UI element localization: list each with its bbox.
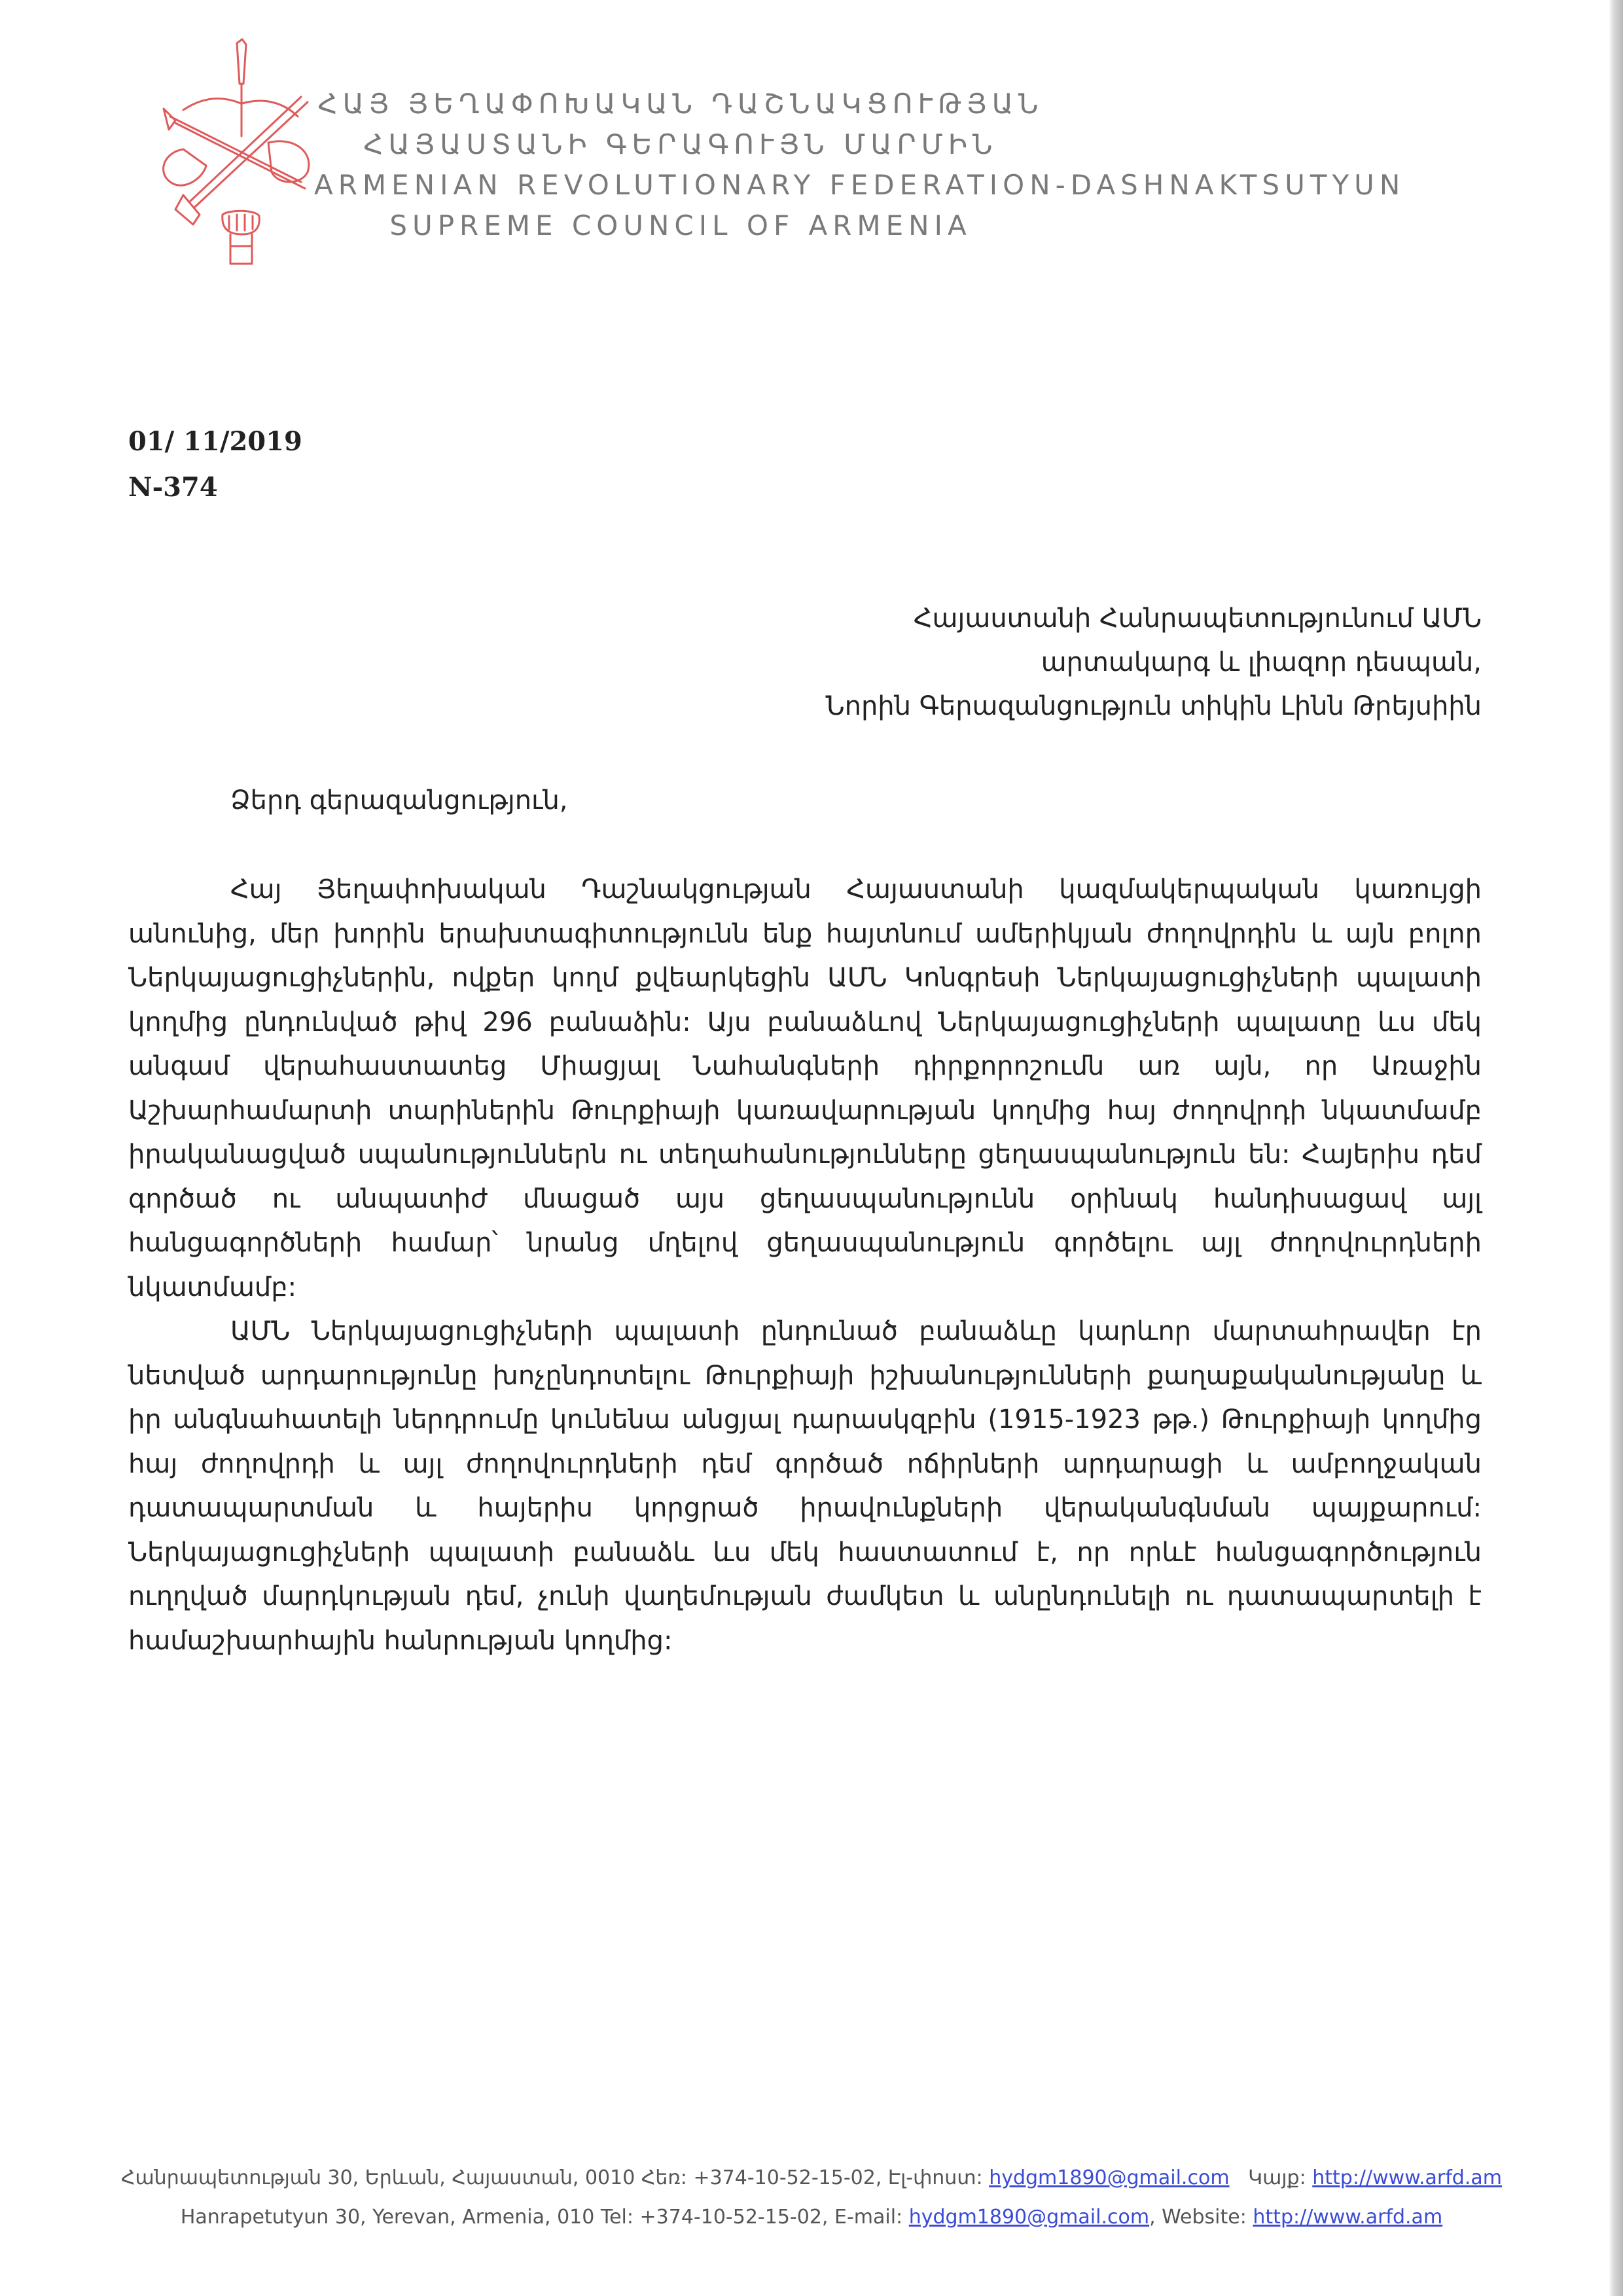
salutation: Ձերդ գերազանցություն, — [230, 785, 568, 816]
arf-emblem-icon — [144, 38, 340, 274]
footer-english-email-link[interactable]: hydgm1890@gmail.com — [908, 2206, 1150, 2229]
letter-meta — [128, 419, 302, 511]
addressee-line-1: Հայաստանի Հանրապետությունում ԱՄՆ — [913, 603, 1482, 634]
letterhead-line-english-1: ARMENIAN REVOLUTIONARY FEDERATION-DASHNAKTSUTYUN — [314, 169, 1406, 201]
footer-armenian-address: Հանրապետության 30, Երևան, Հայաստան, 0010 Հեռ: +374-10-52-15-02, Էլ-փոստ: — [120, 2166, 983, 2189]
letterhead-line-english-2: SUPREME COUNCIL OF ARMENIA — [389, 209, 972, 242]
letter-date: 01/ 11/2019 — [128, 426, 302, 457]
page-edge-shadow — [1609, 0, 1623, 2296]
addressee-line-3: Նորին Գերազանցություն տիկին Լինն Թրեյսիին — [825, 691, 1482, 721]
footer-armenian-line — [65, 2159, 1558, 2198]
letter-body — [128, 868, 1482, 1663]
letterhead-line-armenian-1: ՀԱՅ ՅԵՂԱՓՈԽԱԿԱՆ ԴԱՇՆԱԿՑՈՒԹՅԱՆ — [317, 88, 1044, 120]
footer-english-address: Hanrapetutyun 30, Yerevan, Armenia, 010 Tel: +374-10-52-15-02, E-mail: — [180, 2206, 903, 2229]
letterhead — [314, 84, 1406, 246]
footer-english-line — [65, 2198, 1558, 2237]
footer-armenian-website-link[interactable]: http://www.arfd.am — [1312, 2166, 1502, 2189]
addressee-block — [565, 597, 1482, 728]
footer-english-website-link[interactable]: http://www.arfd.am — [1253, 2206, 1443, 2229]
body-paragraph-1: Հայ Յեղափոխական Դաշնակցության Հայաստանի կազմակերպական կառույցի անունից, մեր խորին երախտագիտությունն ենք հայտնում ամերիկյան ժողովրդին և այն բոլոր Ներկայացուցիչներին, ովքեր կողմ քվեարկեցին ԱՄՆ Կոնգրեսի Ներկայացուցիչների պալատի կողմից ընդունված թիվ 296 բանաձին: Այս բանաձևով Ներկայացուցիչների պալատը ևս մեկ անգամ վերահաստատեց Միացյալ Նահանգների դիրքորոշումն առ այն, որ Առաջին Աշխարհամարտի տարիներին Թուրքիայի կառավարության կողմից հայ ժողովրդի նկատմամբ իրականացված սպանություններն ու տեղահանությունները ցեղասպանություն են: Հայերիս դեմ գործած ու անպատիժ մնացած այս ցեղասպանությունն օրինակ հանդիսացավ այլ հանցագործների համար՝ նրանց մղելով ցեղասպանություն գործելու այլ ժողովուրդների նկատմամբ: — [128, 874, 1482, 1302]
body-paragraph-2: ԱՄՆ Ներկայացուցիչների պալատի ընդունած բանաձևը կարևոր մարտահրավեր էր նետված արդարությունը խոչընդոտելու Թուրքիայի իշխանությունների քաղաքականությանը և իր անգնահատելի ներդրումը կունենա անցյալ դարասկզբին (1915-1923 թթ.) Թուրքիայի կողմից հայ ժողովրդի և այլ ժողովուրդների դեմ գործած ոճիրների արդարացի և ամբողջական դատապարտման և հայերիս կորցրած իրավունքների վերականգնման պայքարում: Ներկայացուցիչների պալատի բանաձև ևս մեկ հաստատում է, որ որևէ հանցագործություն ուղղված մարդկության դեմ, չունի վաղեմության ժամկետ և անընդունելի ու դատապարտելի է համաշխարհային հանրության կողմից: — [128, 1316, 1482, 1656]
letterhead-line-armenian-2: ՀԱՅԱՍՏԱՆԻ ԳԵՐԱԳՈՒՅՆ ՄԱՐՄԻՆ — [363, 128, 998, 160]
letter-footer — [65, 2159, 1558, 2237]
footer-english-site-label: , Website: — [1149, 2206, 1247, 2229]
footer-armenian-email-link[interactable]: hydgm1890@gmail.com — [989, 2166, 1230, 2189]
footer-armenian-site-label: Կայք: — [1248, 2166, 1306, 2189]
letter-number: N-374 — [128, 472, 218, 503]
addressee-line-2: արտակարգ և լիազոր դեսպան, — [1041, 647, 1482, 677]
